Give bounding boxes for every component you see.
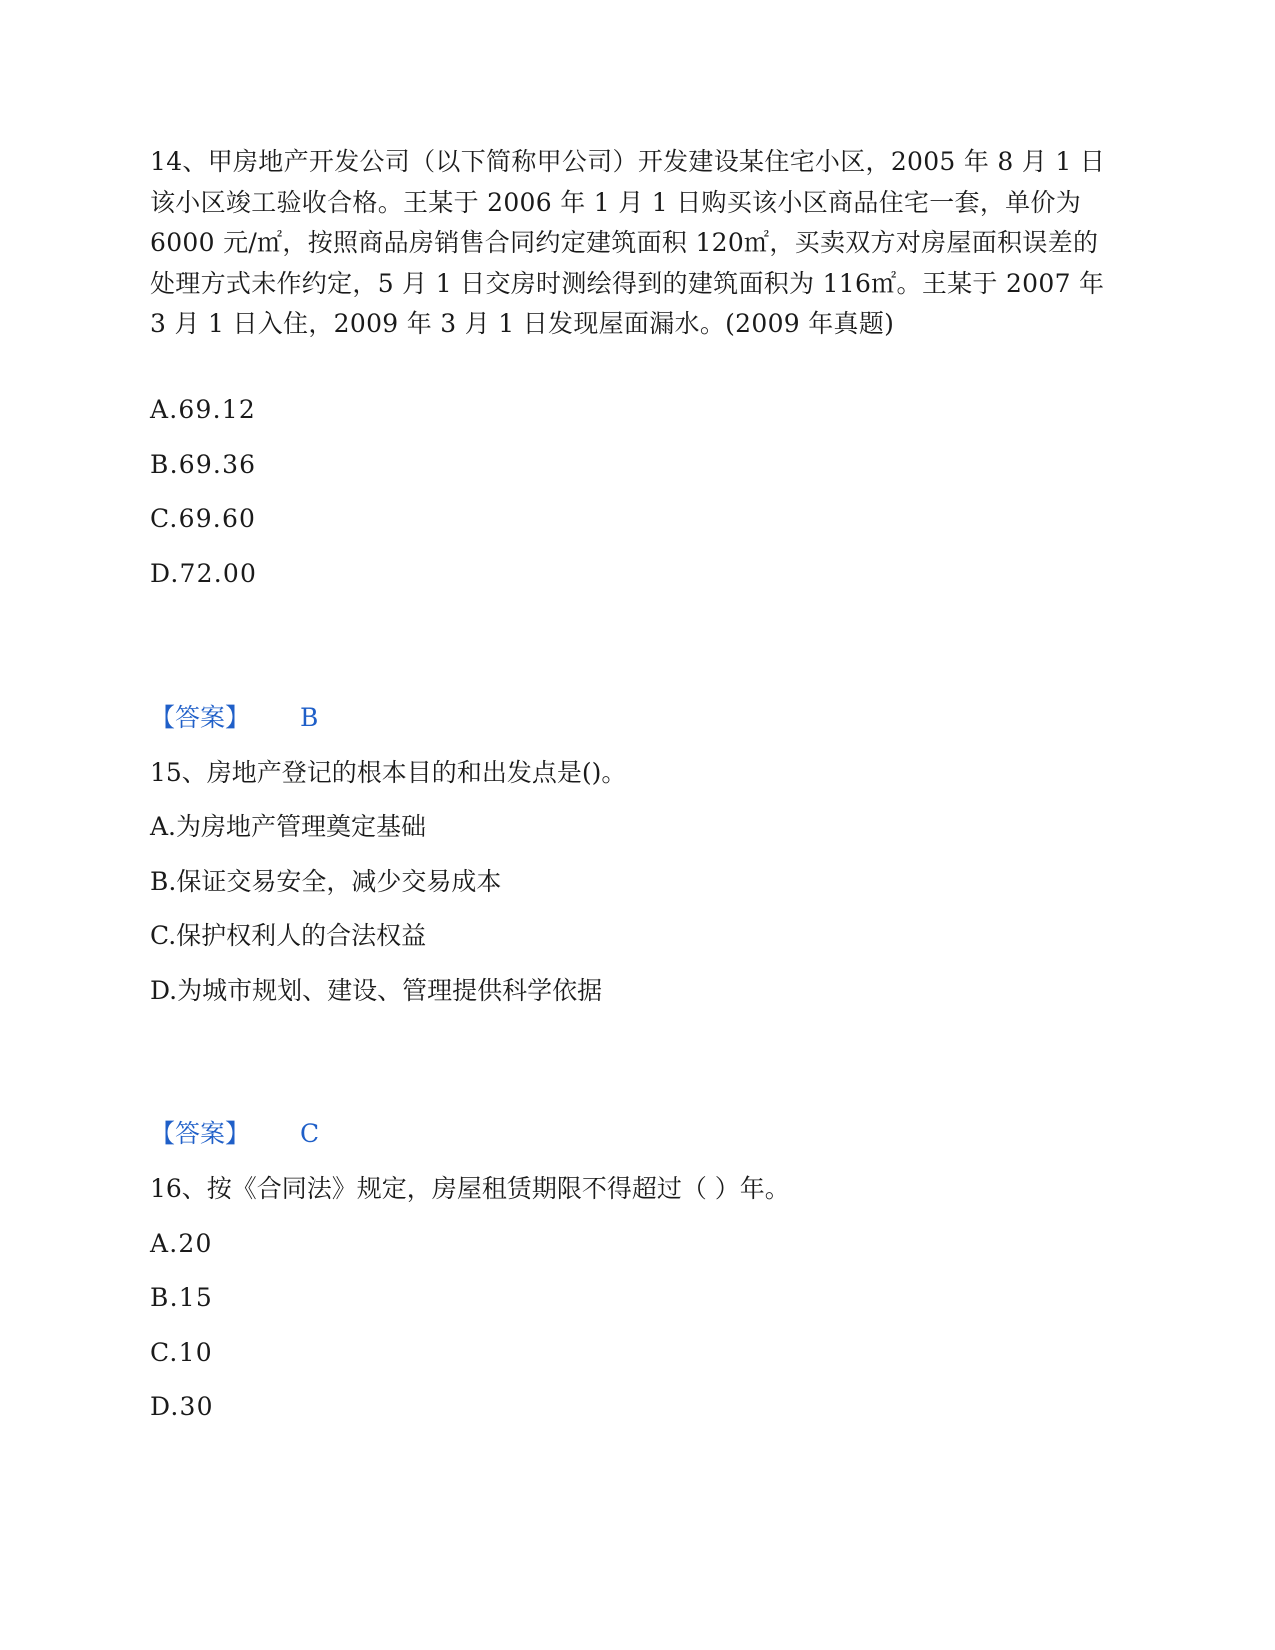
- question-14-answer: [150, 702, 318, 734]
- question-15-answer: [150, 1118, 319, 1150]
- question-16-option-c: C.10: [150, 1338, 213, 1367]
- question-15-option-d: D.为城市规划、建设、管理提供科学依据: [150, 976, 603, 1005]
- question-15-option-c: C.保护权利人的合法权益: [150, 921, 427, 950]
- answer-value: B: [300, 703, 319, 732]
- question-14-option-c: C.69.60: [150, 504, 257, 533]
- question-14-option-d: D.72.00: [150, 559, 258, 588]
- question-16-stem: 16、按《合同法》规定，房屋租赁期限不得超过（ ）年。: [150, 1174, 790, 1203]
- question-15-option-b: B.保证交易安全，减少交易成本: [150, 867, 502, 896]
- question-14-option-b: B.69.36: [150, 450, 257, 479]
- question-15-option-a: A.为房地产管理奠定基础: [150, 812, 427, 841]
- answer-value: C: [300, 1119, 320, 1148]
- question-16-option-d: D.30: [150, 1392, 214, 1421]
- question-14-option-a: A.69.12: [150, 395, 256, 424]
- answer-label: 【答案】: [150, 1119, 251, 1148]
- question-15-stem: 15、房地产登记的根本目的和出发点是()。: [150, 758, 627, 787]
- question-16-option-a: A.20: [150, 1229, 213, 1258]
- answer-label: 【答案】: [150, 703, 251, 732]
- question-14-stem: 14、甲房地产开发公司（以下简称甲公司）开发建设某住宅小区，2005 年 8 月 1 日该小区竣工验收合格。王某于 2006 年 1 月 1 日购买该小区商品住宅一套，单价为 6000 元/㎡，按照商品房销售合同约定建筑面积 120㎡，买卖双方对房屋面积误差的处理方式未作约定，5 月 1 日交房时测绘得到的建筑面积为 116㎡。王某于 2007 年 3 月 1 日入住，2009 年 3 月 1 日发现屋面漏水。(2009 年真题): [150, 147, 1106, 338]
- question-16-option-b: B.15: [150, 1283, 213, 1312]
